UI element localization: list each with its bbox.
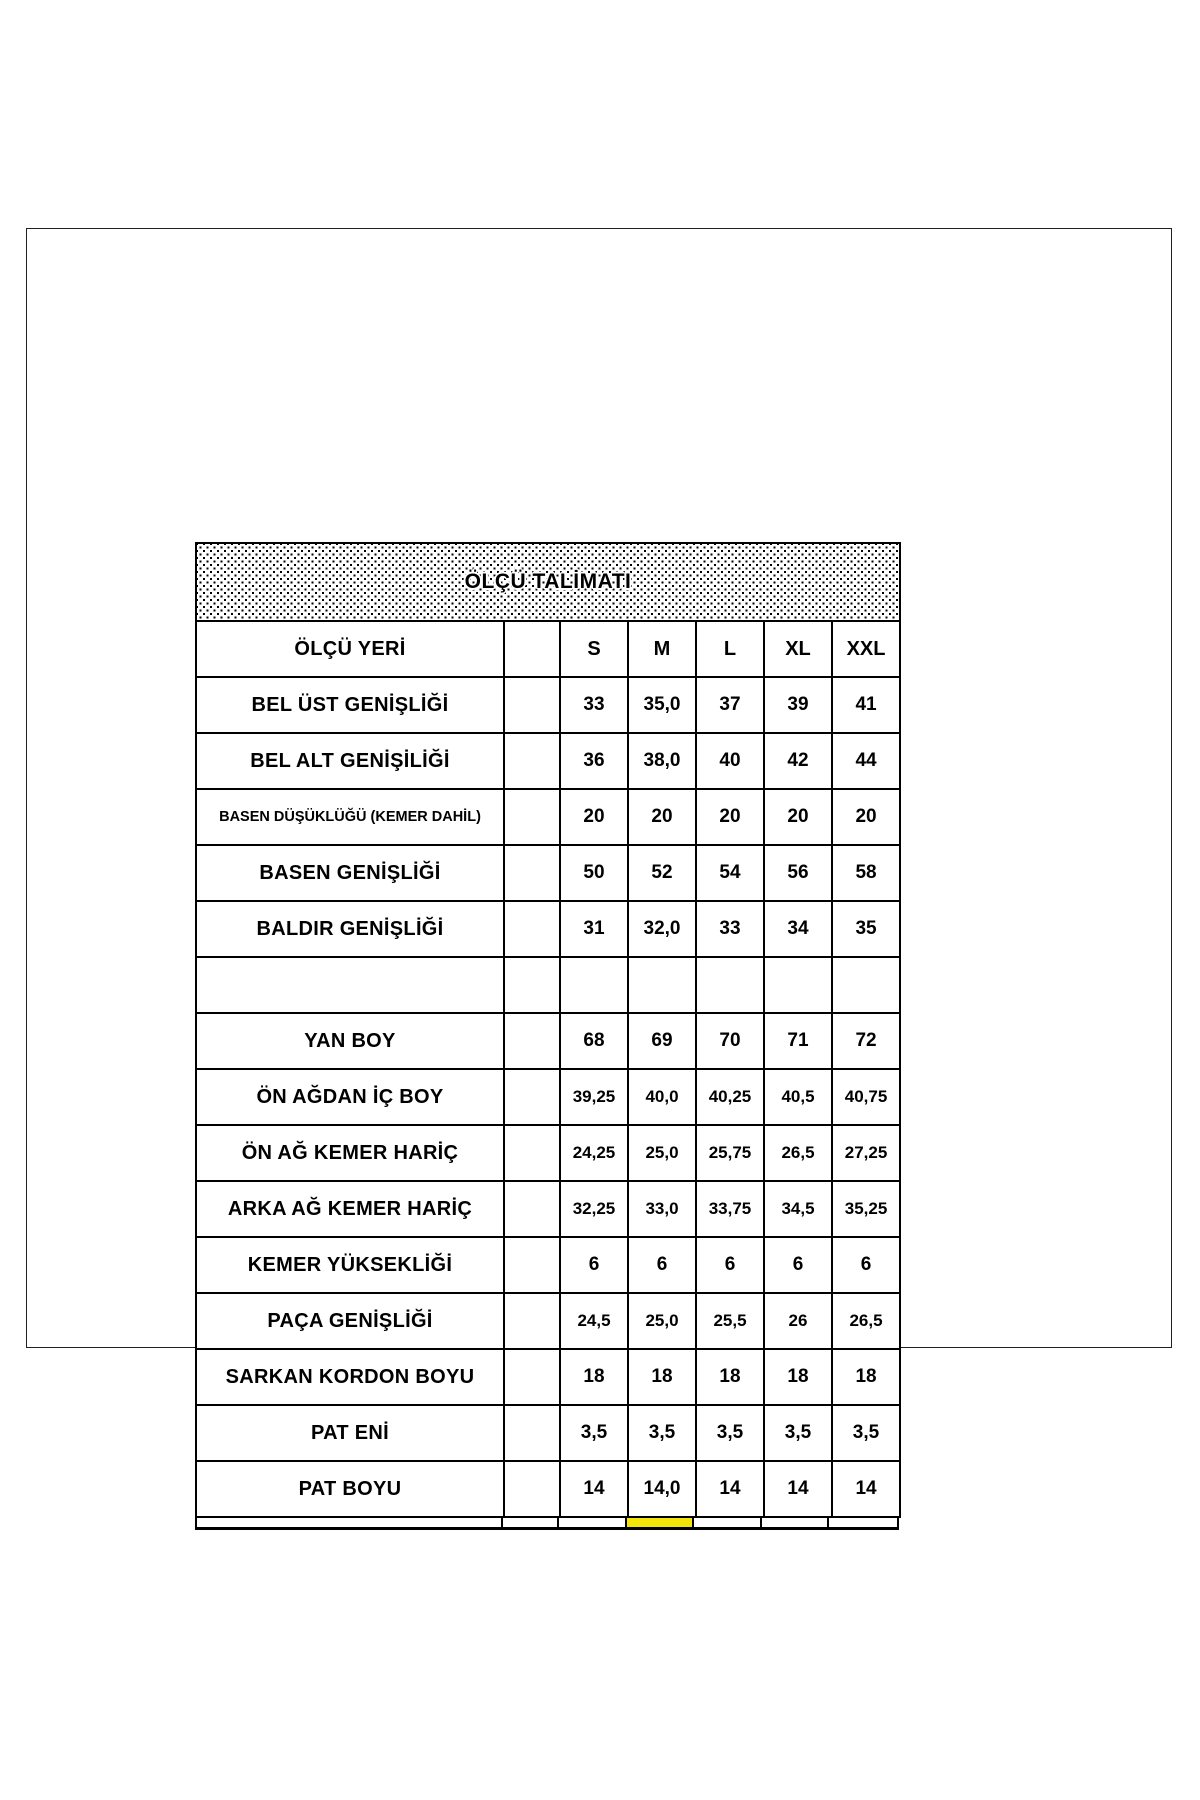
- row-value-xxl: 40,75: [832, 1069, 900, 1125]
- row-value-l: 25,5: [696, 1293, 764, 1349]
- table-row: [196, 677, 900, 733]
- row-value-xl: 26,5: [764, 1125, 832, 1181]
- row-value-xl: 42: [764, 733, 832, 789]
- row-value-s: 68: [560, 1013, 628, 1069]
- row-value-s: 36: [560, 733, 628, 789]
- row-gap: [504, 1293, 560, 1349]
- row-value-xxl: 35: [832, 901, 900, 957]
- bottom-cell-xl: [762, 1518, 830, 1527]
- row-label: BEL ÜST GENİŞLİĞİ: [196, 677, 504, 733]
- table-row-spacer: [196, 957, 900, 1013]
- row-value-s: 18: [560, 1349, 628, 1405]
- row-value-xl: 71: [764, 1013, 832, 1069]
- row-gap: [504, 1181, 560, 1237]
- table-title: ÖLÇÜ TALİMATI: [464, 570, 632, 593]
- row-gap: [504, 1461, 560, 1517]
- header-label-cell: ÖLÇÜ YERİ: [196, 621, 504, 677]
- bottom-cell-s: [559, 1518, 627, 1527]
- row-label: BASEN DÜŞÜKLÜĞÜ (KEMER DAHİL): [196, 789, 504, 845]
- row-label: BEL ALT GENİŞİLİĞİ: [196, 733, 504, 789]
- row-value-xl: 39: [764, 677, 832, 733]
- row-value-xl: 14: [764, 1461, 832, 1517]
- row-label: SARKAN KORDON BOYU: [196, 1349, 504, 1405]
- row-value-m: 35,0: [628, 677, 696, 733]
- table-row: [196, 1293, 900, 1349]
- row-label: [196, 957, 504, 1013]
- row-value-s: 20: [560, 789, 628, 845]
- row-value-l: 6: [696, 1237, 764, 1293]
- table-row: [196, 1349, 900, 1405]
- row-value-m: 69: [628, 1013, 696, 1069]
- row-gap: [504, 789, 560, 845]
- bottom-cell-m-highlighted: [627, 1518, 695, 1527]
- table-row: [196, 1237, 900, 1293]
- row-value-xl: 56: [764, 845, 832, 901]
- row-value-xxl: 41: [832, 677, 900, 733]
- row-value-xxl: 35,25: [832, 1181, 900, 1237]
- row-value-xxl: 44: [832, 733, 900, 789]
- row-value-xxl: 20: [832, 789, 900, 845]
- row-label: PAT ENİ: [196, 1405, 504, 1461]
- table-header-row: [196, 621, 900, 677]
- row-value-l: 33,75: [696, 1181, 764, 1237]
- row-gap: [504, 1237, 560, 1293]
- row-label: PAT BOYU: [196, 1461, 504, 1517]
- row-value-l: 37: [696, 677, 764, 733]
- row-gap: [504, 1013, 560, 1069]
- row-value-l: 40: [696, 733, 764, 789]
- table-row: [196, 1125, 900, 1181]
- size-header-l: L: [696, 621, 764, 677]
- row-label: ARKA AĞ KEMER HARİÇ: [196, 1181, 504, 1237]
- row-gap: [504, 1069, 560, 1125]
- row-value-m: 33,0: [628, 1181, 696, 1237]
- row-value-l: 70: [696, 1013, 764, 1069]
- row-value-m: 32,0: [628, 901, 696, 957]
- row-gap: [504, 901, 560, 957]
- row-label: KEMER YÜKSEKLİĞİ: [196, 1237, 504, 1293]
- row-value-s: 6: [560, 1237, 628, 1293]
- row-value-xl: 34: [764, 901, 832, 957]
- table-bottom-clipped-row: [195, 1518, 899, 1530]
- row-label: ÖN AĞ KEMER HARİÇ: [196, 1125, 504, 1181]
- row-value-l: 3,5: [696, 1405, 764, 1461]
- row-value-xl: 26: [764, 1293, 832, 1349]
- row-value-xl: 6: [764, 1237, 832, 1293]
- row-value-l: 20: [696, 789, 764, 845]
- table-row: [196, 845, 900, 901]
- table-row: [196, 1069, 900, 1125]
- size-chart: [195, 542, 899, 1530]
- row-value-m: [628, 957, 696, 1013]
- row-value-xl: 34,5: [764, 1181, 832, 1237]
- row-value-xl: 40,5: [764, 1069, 832, 1125]
- row-value-m: 6: [628, 1237, 696, 1293]
- row-value-s: [560, 957, 628, 1013]
- table-title-row: [196, 543, 900, 621]
- row-value-s: 14: [560, 1461, 628, 1517]
- row-gap: [504, 845, 560, 901]
- bottom-cell-l: [694, 1518, 762, 1527]
- row-label: BALDIR GENİŞLİĞİ: [196, 901, 504, 957]
- bottom-gap-cell: [503, 1518, 559, 1527]
- row-value-l: 40,25: [696, 1069, 764, 1125]
- header-gap-cell: [504, 621, 560, 677]
- row-value-s: 3,5: [560, 1405, 628, 1461]
- row-value-xxl: 72: [832, 1013, 900, 1069]
- row-value-xxl: 18: [832, 1349, 900, 1405]
- row-value-l: 25,75: [696, 1125, 764, 1181]
- table-row: [196, 901, 900, 957]
- row-value-l: [696, 957, 764, 1013]
- row-gap: [504, 1125, 560, 1181]
- row-gap: [504, 1349, 560, 1405]
- row-gap: [504, 677, 560, 733]
- table-row: [196, 1013, 900, 1069]
- row-value-m: 25,0: [628, 1125, 696, 1181]
- document-frame: [26, 228, 1172, 1500]
- row-value-l: 33: [696, 901, 764, 957]
- measurement-table: [195, 542, 901, 1518]
- row-label: BASEN GENİŞLİĞİ: [196, 845, 504, 901]
- bottom-label-cell: [197, 1518, 503, 1527]
- size-header-xl: XL: [764, 621, 832, 677]
- table-row: [196, 789, 900, 845]
- row-gap: [504, 957, 560, 1013]
- row-gap: [504, 733, 560, 789]
- row-label: ÖN AĞDAN İÇ BOY: [196, 1069, 504, 1125]
- row-value-xxl: 14: [832, 1461, 900, 1517]
- row-value-m: 18: [628, 1349, 696, 1405]
- row-value-l: 54: [696, 845, 764, 901]
- table-row: [196, 1461, 900, 1517]
- size-header-xxl: XXL: [832, 621, 900, 677]
- row-value-m: 25,0: [628, 1293, 696, 1349]
- row-value-s: 39,25: [560, 1069, 628, 1125]
- bottom-cell-xxl: [829, 1518, 897, 1527]
- table-row: [196, 733, 900, 789]
- row-value-m: 40,0: [628, 1069, 696, 1125]
- size-header-m: M: [628, 621, 696, 677]
- row-value-xxl: [832, 957, 900, 1013]
- row-value-l: 14: [696, 1461, 764, 1517]
- row-value-s: 32,25: [560, 1181, 628, 1237]
- row-value-s: 31: [560, 901, 628, 957]
- table-row: [196, 1405, 900, 1461]
- row-value-xl: 20: [764, 789, 832, 845]
- row-value-m: 38,0: [628, 733, 696, 789]
- size-header-s: S: [560, 621, 628, 677]
- row-value-xxl: 6: [832, 1237, 900, 1293]
- row-value-s: 33: [560, 677, 628, 733]
- row-value-m: 3,5: [628, 1405, 696, 1461]
- row-value-m: 52: [628, 845, 696, 901]
- row-value-l: 18: [696, 1349, 764, 1405]
- row-value-m: 14,0: [628, 1461, 696, 1517]
- row-value-xxl: 3,5: [832, 1405, 900, 1461]
- row-value-xl: 3,5: [764, 1405, 832, 1461]
- row-value-xl: 18: [764, 1349, 832, 1405]
- row-label: PAÇA GENİŞLİĞİ: [196, 1293, 504, 1349]
- row-value-s: 24,25: [560, 1125, 628, 1181]
- table-title-cell: [196, 543, 900, 621]
- table-row: [196, 1181, 900, 1237]
- row-value-m: 20: [628, 789, 696, 845]
- row-value-xxl: 58: [832, 845, 900, 901]
- row-gap: [504, 1405, 560, 1461]
- row-value-xxl: 27,25: [832, 1125, 900, 1181]
- row-value-xl: [764, 957, 832, 1013]
- row-value-xxl: 26,5: [832, 1293, 900, 1349]
- row-label: YAN BOY: [196, 1013, 504, 1069]
- row-value-s: 24,5: [560, 1293, 628, 1349]
- row-value-s: 50: [560, 845, 628, 901]
